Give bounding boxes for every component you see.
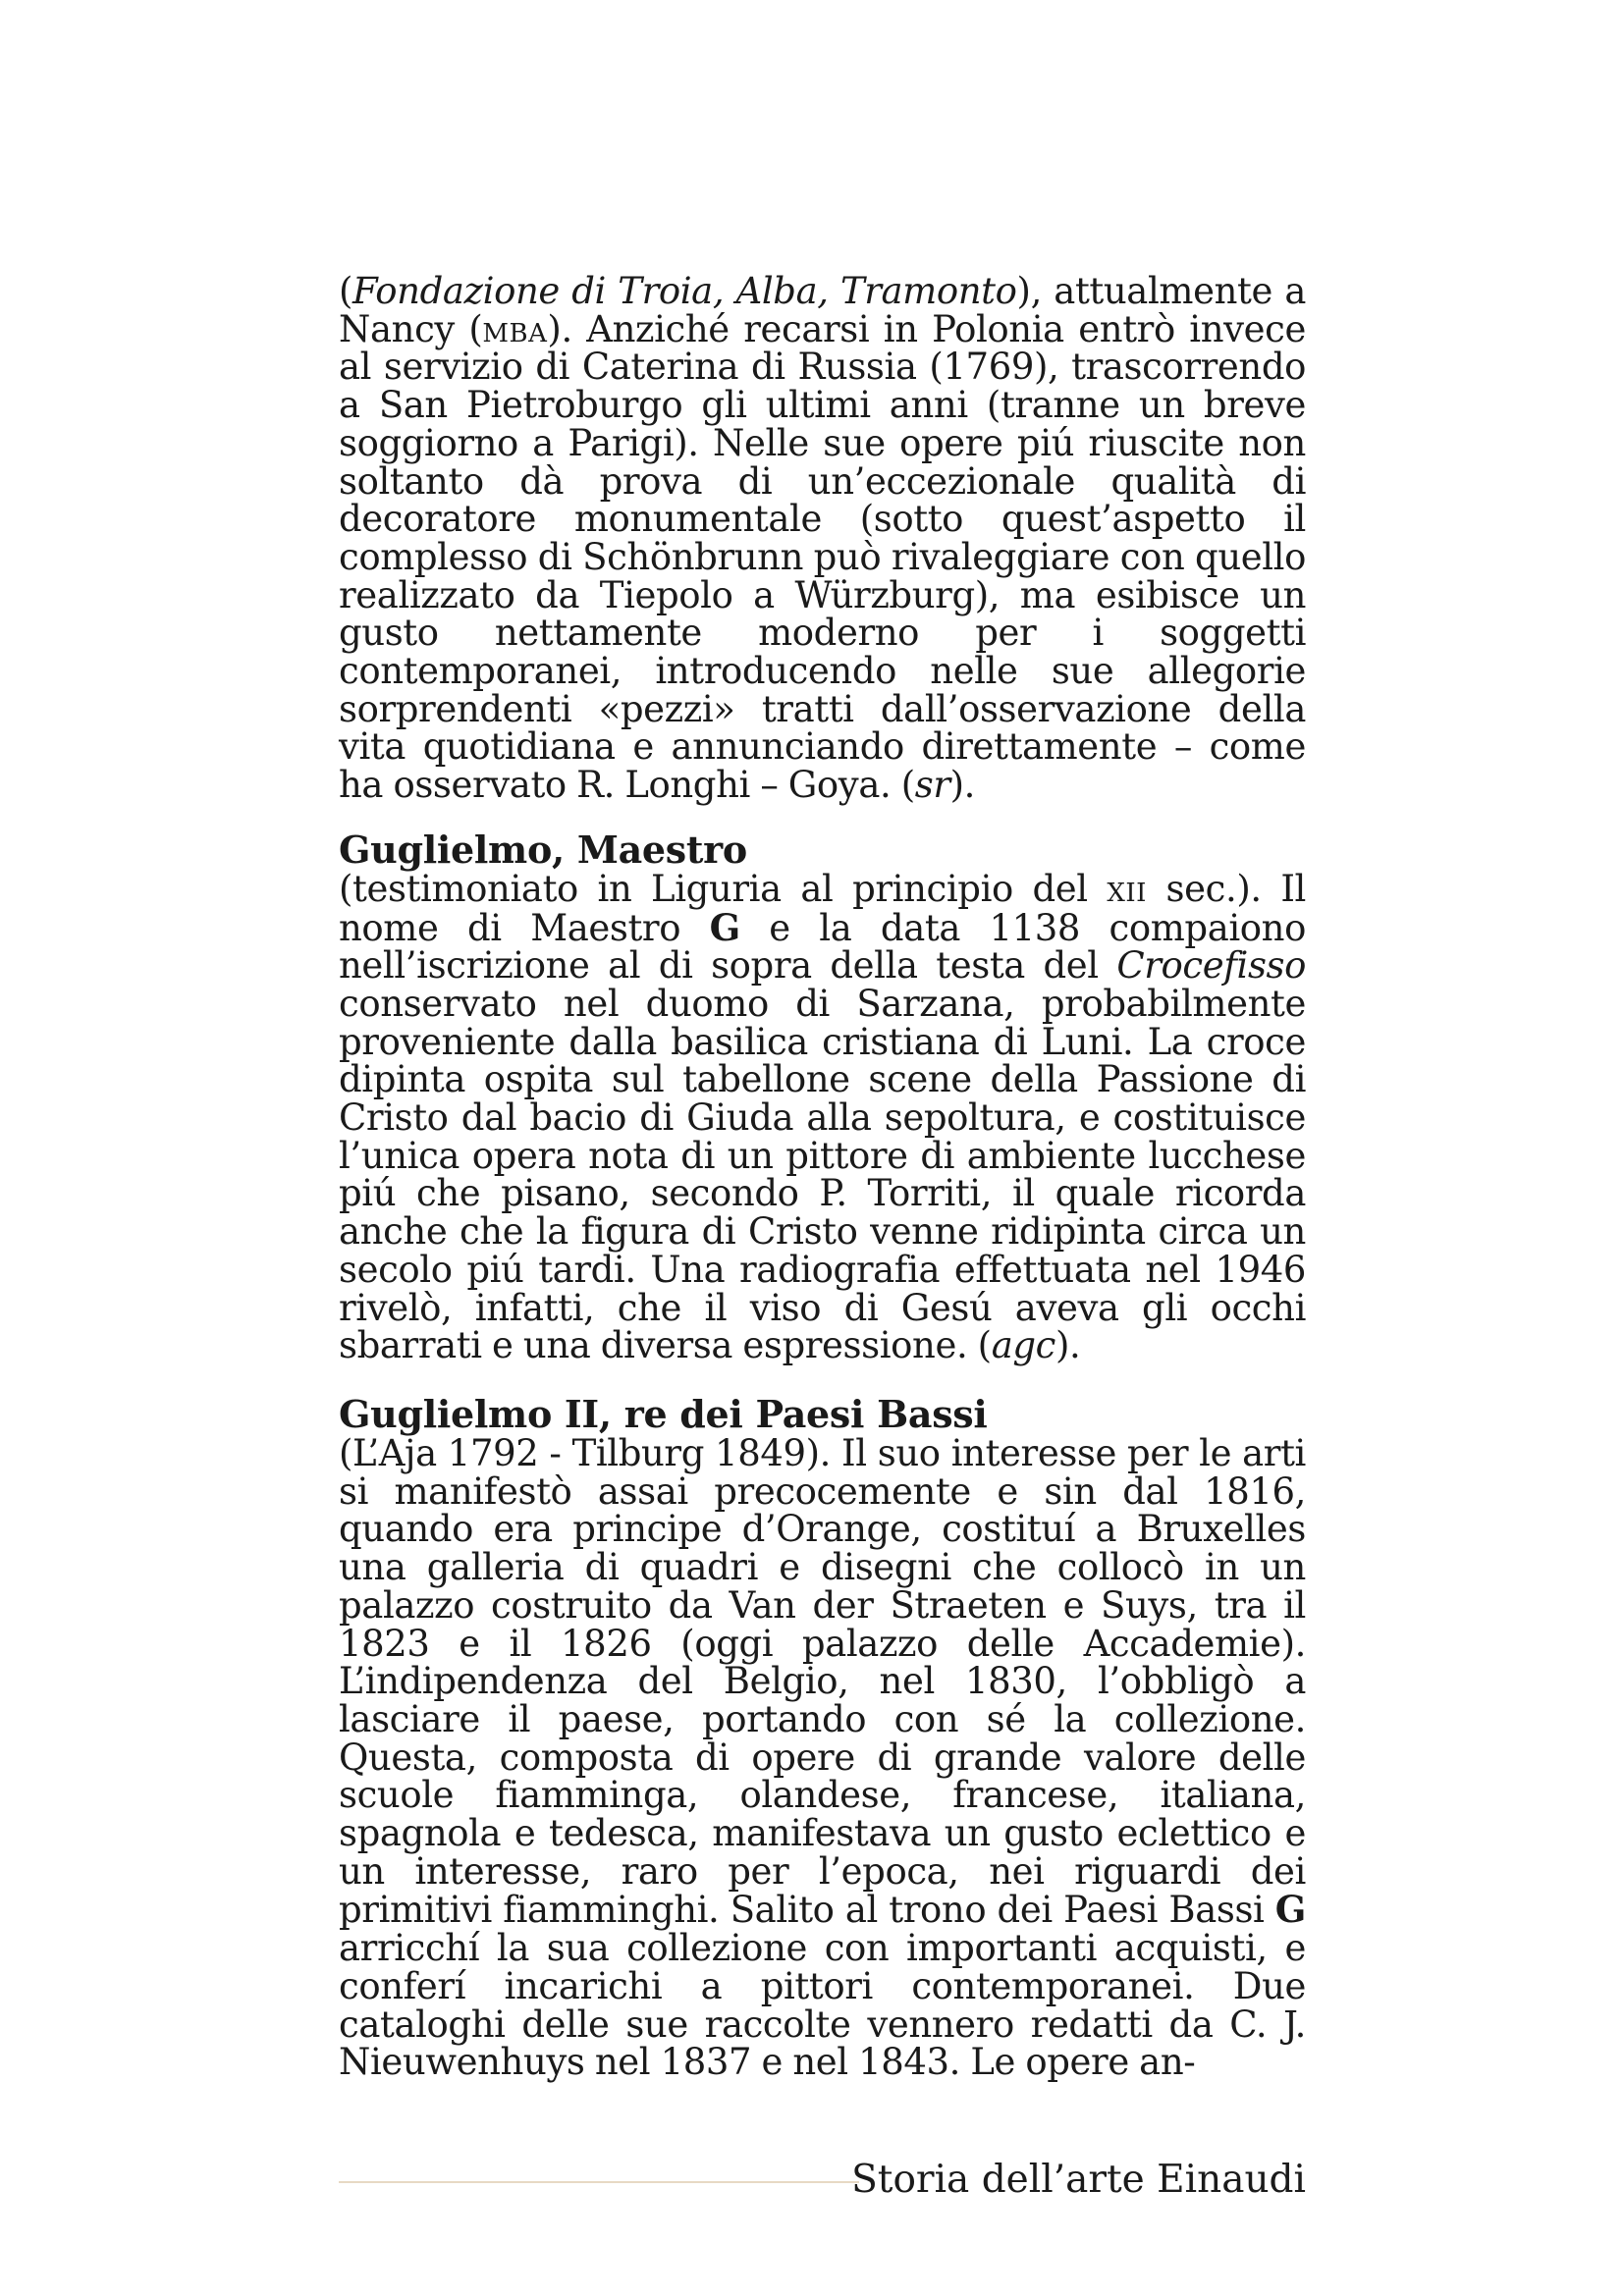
entry-initial: G xyxy=(709,905,740,949)
author-initials: agc xyxy=(991,1324,1055,1367)
century-numeral: xii xyxy=(1107,867,1147,910)
work-title: Crocefisso xyxy=(1116,944,1306,988)
works-title: Fondazione di Troia, Alba, Tramonto xyxy=(352,270,1017,312)
author-initials: sr xyxy=(914,764,950,807)
museum-abbreviation: mba xyxy=(482,307,548,350)
footer-rule xyxy=(339,2181,859,2183)
entry-title-guglielmo-maestro: Guglielmo, Maestro xyxy=(339,827,747,872)
entry-title-guglielmo-ii: Guglielmo II, re dei Paesi Bassi xyxy=(339,1391,988,1436)
page-footer xyxy=(339,2156,1306,2205)
page-body xyxy=(339,270,1306,2084)
entry-body-guglielmo-ii: (L’Aja 1792 - Tilburg 1849). Il suo interesse per le arti si manifestò assai precocemente e sin dal 1816, quando era principe d’Orange, costituí a Bruxelles una galleria di quadri e disegni che collocò in un palazzo costruito da Van der Straeten e Suys, tra il 1823 e il 1826 (oggi palazzo delle Accademie). L’indipendenza del Belgio, nel 1830, l’obbligò a lasciare il paese, portando con sé la collezione. Questa, composta di opere di grande valore delle scuole fiamminga, olandese, francese, italiana, spagnola e tedesca, manifestava un gusto eclettico e un interesse, raro per l’epoca, nei riguardi dei primitivi fiamminghi. Salito al trono dei Paesi Bassi G arricchí la sua collezione con importanti acquisti, e conferí incarichi a pittori contemporanei. Due cataloghi delle sue raccolte vennero redatti da C. J. Nieuwenhuys nel 1837 e nel 1843. Le opere an- xyxy=(339,1431,1306,2084)
continuation-paragraph: (Fondazione di Troia, Alba, Tramonto), attualmente a Nancy (mba). Anziché recarsi in Polonia entrò invece al servizio di Caterina di Russia (1769), trascorrendo a San Pietroburgo gli ultimi anni (tranne un breve soggiorno a Parigi). Nelle sue opere piú riuscite non soltanto dà prova di un’eccezionale qualità di decoratore monumentale (sotto quest’aspetto il complesso di Schönbrunn può rivaleggiare con quello realizzato da Tiepolo a Würzburg), ma esibisce un gusto nettamente moderno per i soggetti contemporanei, introducendo nelle sue allegorie sorprendenti «pezzi» tratti dall’osservazione della vita quotidiana e annunciando direttamente – come ha osservato R. Longhi – Goya. (sr). xyxy=(339,270,1306,807)
entry-body-guglielmo-maestro: (testimoniato in Liguria al principio del xii sec.). Il nome di Maestro G e la data 1138 compaiono nell’iscrizione al di sopra della testa del Crocefisso conservato nel duomo di Sarzana, probabilmente proveniente dalla basilica cristiana di Luni. La croce dipinta ospita sul tabellone scene della Passione di Cristo dal bacio di Giuda alla sepoltura, e costituisce l’unica opera nota di un pittore di ambiente lucchese piú che pisano, secondo P. Torriti, il quale ricorda anche che la figura di Cristo venne ridipinta circa un secolo piú tardi. Una radiografia effettuata nel 1946 rivelò, infatti, che il viso di Gesú aveva gli occhi sbarrati e una diversa espressione. (agc). xyxy=(339,867,1306,1367)
entry-initial: G xyxy=(1274,1888,1306,1932)
publication-title: Storia dell’arte Einaudi xyxy=(851,2158,1306,2202)
